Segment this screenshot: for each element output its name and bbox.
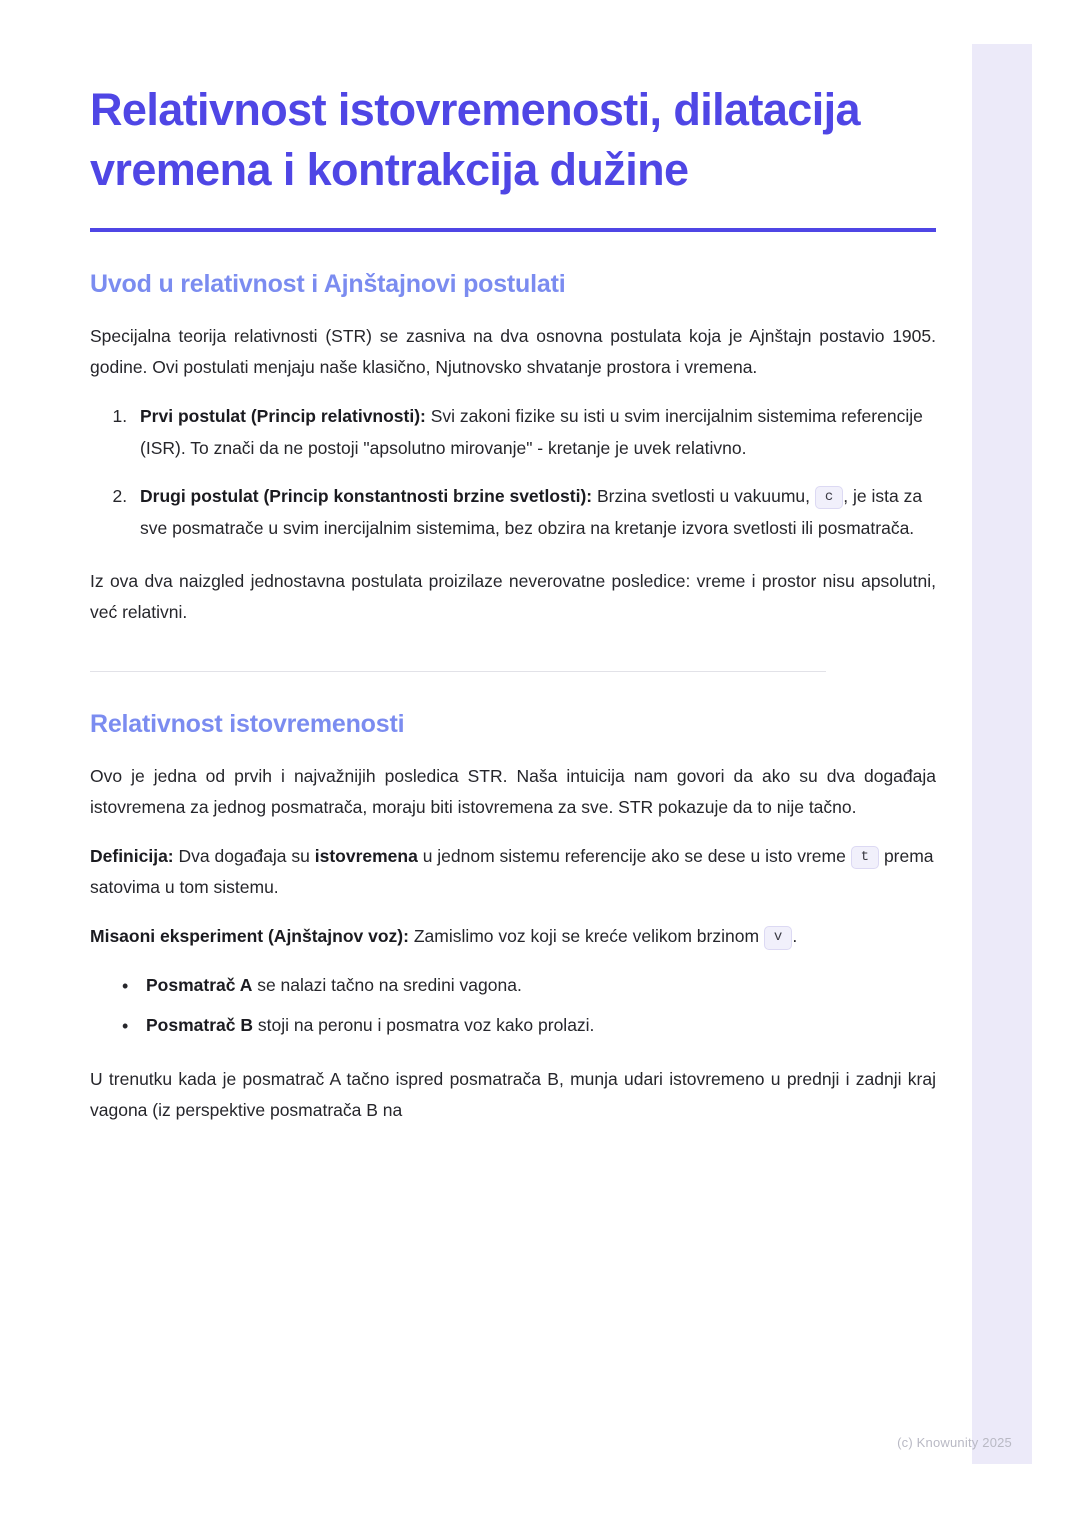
- inline-code-c: c: [815, 486, 843, 509]
- list-item: [132, 481, 936, 545]
- section-heading-simultaneity: Relativnost istovremenosti: [90, 709, 405, 738]
- experiment-label: Misaoni eksperiment (Ajnštajnov voz):: [90, 926, 409, 947]
- list-item: [132, 1010, 936, 1042]
- list-item: [132, 970, 936, 1002]
- decorative-side-strip: [972, 44, 1032, 1464]
- postulate-2-text-after: , je ista za sve posmatrače u svim inercijalnim sistemima, bez obzira na kretanje izvora svetlosti ili posmatrača.: [140, 485, 923, 538]
- intro-outro-paragraph: Iz ova dva naizgled jednostavna postulata proizilaze neverovatne posledice: vreme i prostor nisu apsolutni, već relativni.: [90, 571, 936, 623]
- simultaneity-paragraph-1: Ovo je jedna od prvih i najvažnijih posledica STR. Naša intuicija nam govori da ako su dva događaja istovremena za jednog posmatrača, moraju biti istovremena za sve. STR pokazuje da to nije tačno.: [90, 765, 936, 817]
- observer-a-label: Posmatrač A: [146, 975, 253, 996]
- definition-text-2: u jednom sistemu referencije ako se dese u isto vreme: [417, 845, 851, 866]
- experiment-text-1: Zamislimo voz koji se kreće velikom brzinom: [408, 926, 764, 947]
- postulate-1-text: Svi zakoni fizike su isti u svim inercijalnim sistemima referencije (ISR). To znači da ne postoji "apsolutno mirovanje" - kretanje je uvek relativno.: [140, 405, 923, 458]
- observer-a-text: se nalazi tačno na sredini vagona.: [252, 975, 522, 996]
- definition-text-3: prema satovima u tom sistemu.: [90, 845, 934, 898]
- simultaneity-paragraph-2: U trenutku kada je posmatrač A tačno ispred posmatrača B, munja udari istovremeno u prednji i zadnji kraj vagona (iz perspektive posmatrača B na: [90, 1069, 936, 1121]
- intro-paragraph: Specijalna teorija relativnosti (STR) se zasniva na dva osnovna postulata koja je Ajnštajn postavio 1905. godine. Ovi postulati menjaju naše klasično, Njutnovsko shvatanje prostora i vremena.: [90, 325, 936, 377]
- inline-code-t: t: [851, 846, 879, 869]
- postulates-list: [90, 401, 936, 544]
- definition-paragraph: [90, 841, 936, 903]
- inline-code-v: v: [764, 926, 792, 949]
- definition-label: Definicija:: [90, 845, 174, 866]
- postulate-2-label: Drugi postulat (Princip konstantnosti brzine svetlosti):: [140, 485, 593, 506]
- title-divider: [90, 228, 936, 232]
- experiment-paragraph: [90, 921, 936, 952]
- observer-b-label: Posmatrač B: [146, 1015, 253, 1036]
- definition-emphasis: istovremena: [314, 845, 418, 866]
- observer-b-text: stoji na peronu i posmatra voz kako prolazi.: [253, 1015, 595, 1036]
- page-title: Relativnost istovremenosti, dilatacija vremena i kontrakcija dužine: [90, 84, 860, 195]
- section-heading-intro: Uvod u relativnost i Ajnštajnovi postulati: [90, 269, 566, 298]
- document-content: [90, 80, 936, 1144]
- postulate-1-label: Prvi postulat (Princip relativnosti):: [140, 405, 426, 426]
- list-item: [132, 401, 936, 465]
- observers-list: [90, 970, 936, 1042]
- definition-text-1: Dva događaja su: [173, 845, 315, 866]
- postulate-2-text-before: Brzina svetlosti u vakuumu,: [592, 485, 815, 506]
- section-divider: [90, 671, 826, 672]
- watermark: (c) Knowunity 2025: [897, 1435, 1012, 1450]
- experiment-text-2: .: [792, 926, 798, 947]
